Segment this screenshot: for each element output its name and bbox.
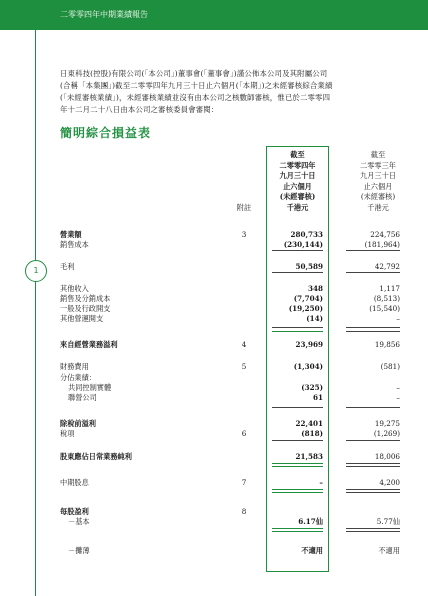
total-underline bbox=[346, 250, 400, 251]
row-current-value: 50,589 bbox=[295, 262, 323, 271]
row-prior-value: 5.77仙 bbox=[376, 517, 400, 526]
row-prior-value: 1,117 bbox=[379, 284, 400, 293]
row-prior-value: 18,006 bbox=[374, 452, 400, 461]
page-number: 1 bbox=[25, 260, 47, 282]
row-current-value: 22,401 bbox=[295, 419, 323, 428]
row-label: 共同控制實體 bbox=[68, 383, 112, 392]
table-row bbox=[0, 383, 428, 393]
intro-line: (「未經審核業績」)，未經審核業績並沒有由本公司之核數師審核，惟已於二零零四 bbox=[60, 93, 331, 102]
table-row bbox=[0, 362, 428, 372]
row-prior-value: – bbox=[396, 383, 400, 392]
row-label: 銷售成本 bbox=[60, 240, 89, 249]
row-current-value: (7,704) bbox=[293, 294, 323, 303]
total-underline bbox=[346, 531, 400, 532]
total-underline bbox=[272, 440, 323, 441]
note-column-header: 附註 bbox=[236, 203, 252, 212]
table-row bbox=[0, 429, 428, 439]
table-row bbox=[0, 478, 428, 488]
table-row bbox=[0, 240, 428, 250]
row-current-value: (19,250) bbox=[288, 304, 323, 313]
statement-title: 簡明綜合損益表 bbox=[60, 126, 152, 140]
total-underline bbox=[272, 492, 323, 493]
row-label: 毛利 bbox=[60, 262, 75, 271]
row-current-value: (1,304) bbox=[293, 362, 323, 371]
total-underline bbox=[272, 272, 323, 273]
row-prior-value: 42,792 bbox=[374, 262, 400, 271]
table-row bbox=[0, 284, 428, 294]
row-prior-value: 不適用 bbox=[378, 546, 400, 555]
row-prior-value: (15,540) bbox=[369, 304, 400, 313]
total-underline bbox=[272, 407, 323, 408]
row-current-value: 不適用 bbox=[301, 546, 323, 555]
row-current-value: (818) bbox=[301, 429, 323, 438]
row-label: 分佔業績： bbox=[60, 373, 96, 382]
row-prior-value: 224,756 bbox=[370, 230, 400, 239]
total-underline bbox=[346, 466, 400, 467]
row-prior-value: 19,856 bbox=[374, 340, 400, 349]
intro-line: (合稱「本集團」)截至二零零四年九月三十日止六個月(「本期」)之未經審核綜合業績 bbox=[60, 81, 333, 90]
row-prior-value: (181,964) bbox=[364, 240, 400, 249]
row-label: 除稅前溢利 bbox=[60, 419, 96, 428]
row-current-value: 21,583 bbox=[295, 452, 323, 461]
row-current-value: 61 bbox=[312, 393, 323, 402]
table-row bbox=[0, 546, 428, 556]
row-prior-value: (1,269) bbox=[373, 429, 400, 438]
table-row bbox=[0, 507, 428, 517]
table-row bbox=[0, 517, 428, 527]
intro-line: 年十二月二十八日由本公司之審核委員會審閱： bbox=[60, 105, 219, 114]
total-underline bbox=[272, 531, 323, 532]
row-label: 聯營公司 bbox=[68, 393, 97, 402]
row-label: －攤薄 bbox=[68, 546, 90, 555]
row-current-value: (14) bbox=[306, 314, 323, 323]
row-prior-value: (8,513) bbox=[373, 294, 400, 303]
total-underline bbox=[272, 250, 323, 251]
row-prior-value: 4,200 bbox=[379, 478, 400, 487]
row-label: 其他營運開支 bbox=[60, 314, 104, 323]
row-label: 中期股息 bbox=[60, 478, 89, 487]
row-current-value: (325) bbox=[301, 383, 323, 392]
total-underline bbox=[346, 272, 400, 273]
total-underline bbox=[346, 463, 400, 464]
current-period-column-header: 截至 二零零四年 九月三十日 止六個月 (未經審核) 千港元 bbox=[279, 150, 316, 212]
row-note: 5 bbox=[241, 362, 247, 371]
row-label: 稅項 bbox=[60, 429, 75, 438]
row-current-value: – bbox=[319, 478, 323, 487]
total-underline bbox=[346, 528, 400, 529]
row-label: 每股盈利 bbox=[60, 507, 89, 516]
row-label: 一般及行政開支 bbox=[60, 304, 111, 313]
row-prior-value: – bbox=[396, 393, 400, 402]
row-prior-value: 19,275 bbox=[374, 419, 400, 428]
table-row bbox=[0, 340, 428, 350]
prior-period-column-header: 截至 二零零三年 九月三十日 止六個月 (未經審核) 千港元 bbox=[360, 150, 396, 212]
total-underline bbox=[272, 327, 323, 328]
row-note: 3 bbox=[241, 230, 247, 239]
row-note: 8 bbox=[241, 507, 247, 516]
intro-line: 日東科技(控股)有限公司(「本公司」)董事會(「董事會」)謹公佈本公司及其附屬公司 bbox=[60, 69, 328, 78]
table-row bbox=[0, 314, 428, 324]
row-label: －基本 bbox=[68, 517, 90, 526]
total-underline bbox=[346, 407, 400, 408]
table-row bbox=[0, 452, 428, 462]
total-underline bbox=[272, 489, 323, 490]
total-underline bbox=[346, 440, 400, 441]
total-underline bbox=[346, 327, 400, 328]
row-note: 6 bbox=[241, 429, 247, 438]
row-note: 4 bbox=[241, 340, 247, 349]
row-current-value: (230,144) bbox=[283, 240, 323, 249]
table-row bbox=[0, 262, 428, 272]
table-row bbox=[0, 393, 428, 403]
total-underline bbox=[272, 463, 323, 464]
row-label: 財務費用 bbox=[60, 362, 89, 371]
row-label: 來自經營業務溢利 bbox=[60, 340, 118, 349]
total-underline bbox=[272, 331, 323, 332]
total-underline bbox=[272, 466, 323, 467]
table-row bbox=[0, 294, 428, 304]
row-label: 銷售及分銷成本 bbox=[60, 294, 111, 303]
table-row bbox=[0, 230, 428, 240]
row-current-value: 348 bbox=[307, 284, 323, 293]
row-label: 股東應佔日常業務純利 bbox=[60, 452, 132, 461]
row-current-value: 23,969 bbox=[295, 340, 323, 349]
row-prior-value: – bbox=[396, 314, 400, 323]
table-row bbox=[0, 304, 428, 314]
row-label: 其他收入 bbox=[60, 284, 89, 293]
row-current-value: 280,733 bbox=[290, 230, 323, 239]
total-underline bbox=[346, 489, 400, 490]
row-note: 7 bbox=[241, 478, 247, 487]
row-label: 營業額 bbox=[60, 230, 82, 239]
total-underline bbox=[272, 528, 323, 529]
total-underline bbox=[346, 331, 400, 332]
row-current-value: 6.17仙 bbox=[298, 517, 323, 526]
report-header-title: 二零零四年中期業績報告 bbox=[60, 10, 148, 19]
row-prior-value: (581) bbox=[380, 362, 400, 371]
total-underline bbox=[346, 492, 400, 493]
table-row bbox=[0, 419, 428, 429]
table-row bbox=[0, 373, 428, 383]
